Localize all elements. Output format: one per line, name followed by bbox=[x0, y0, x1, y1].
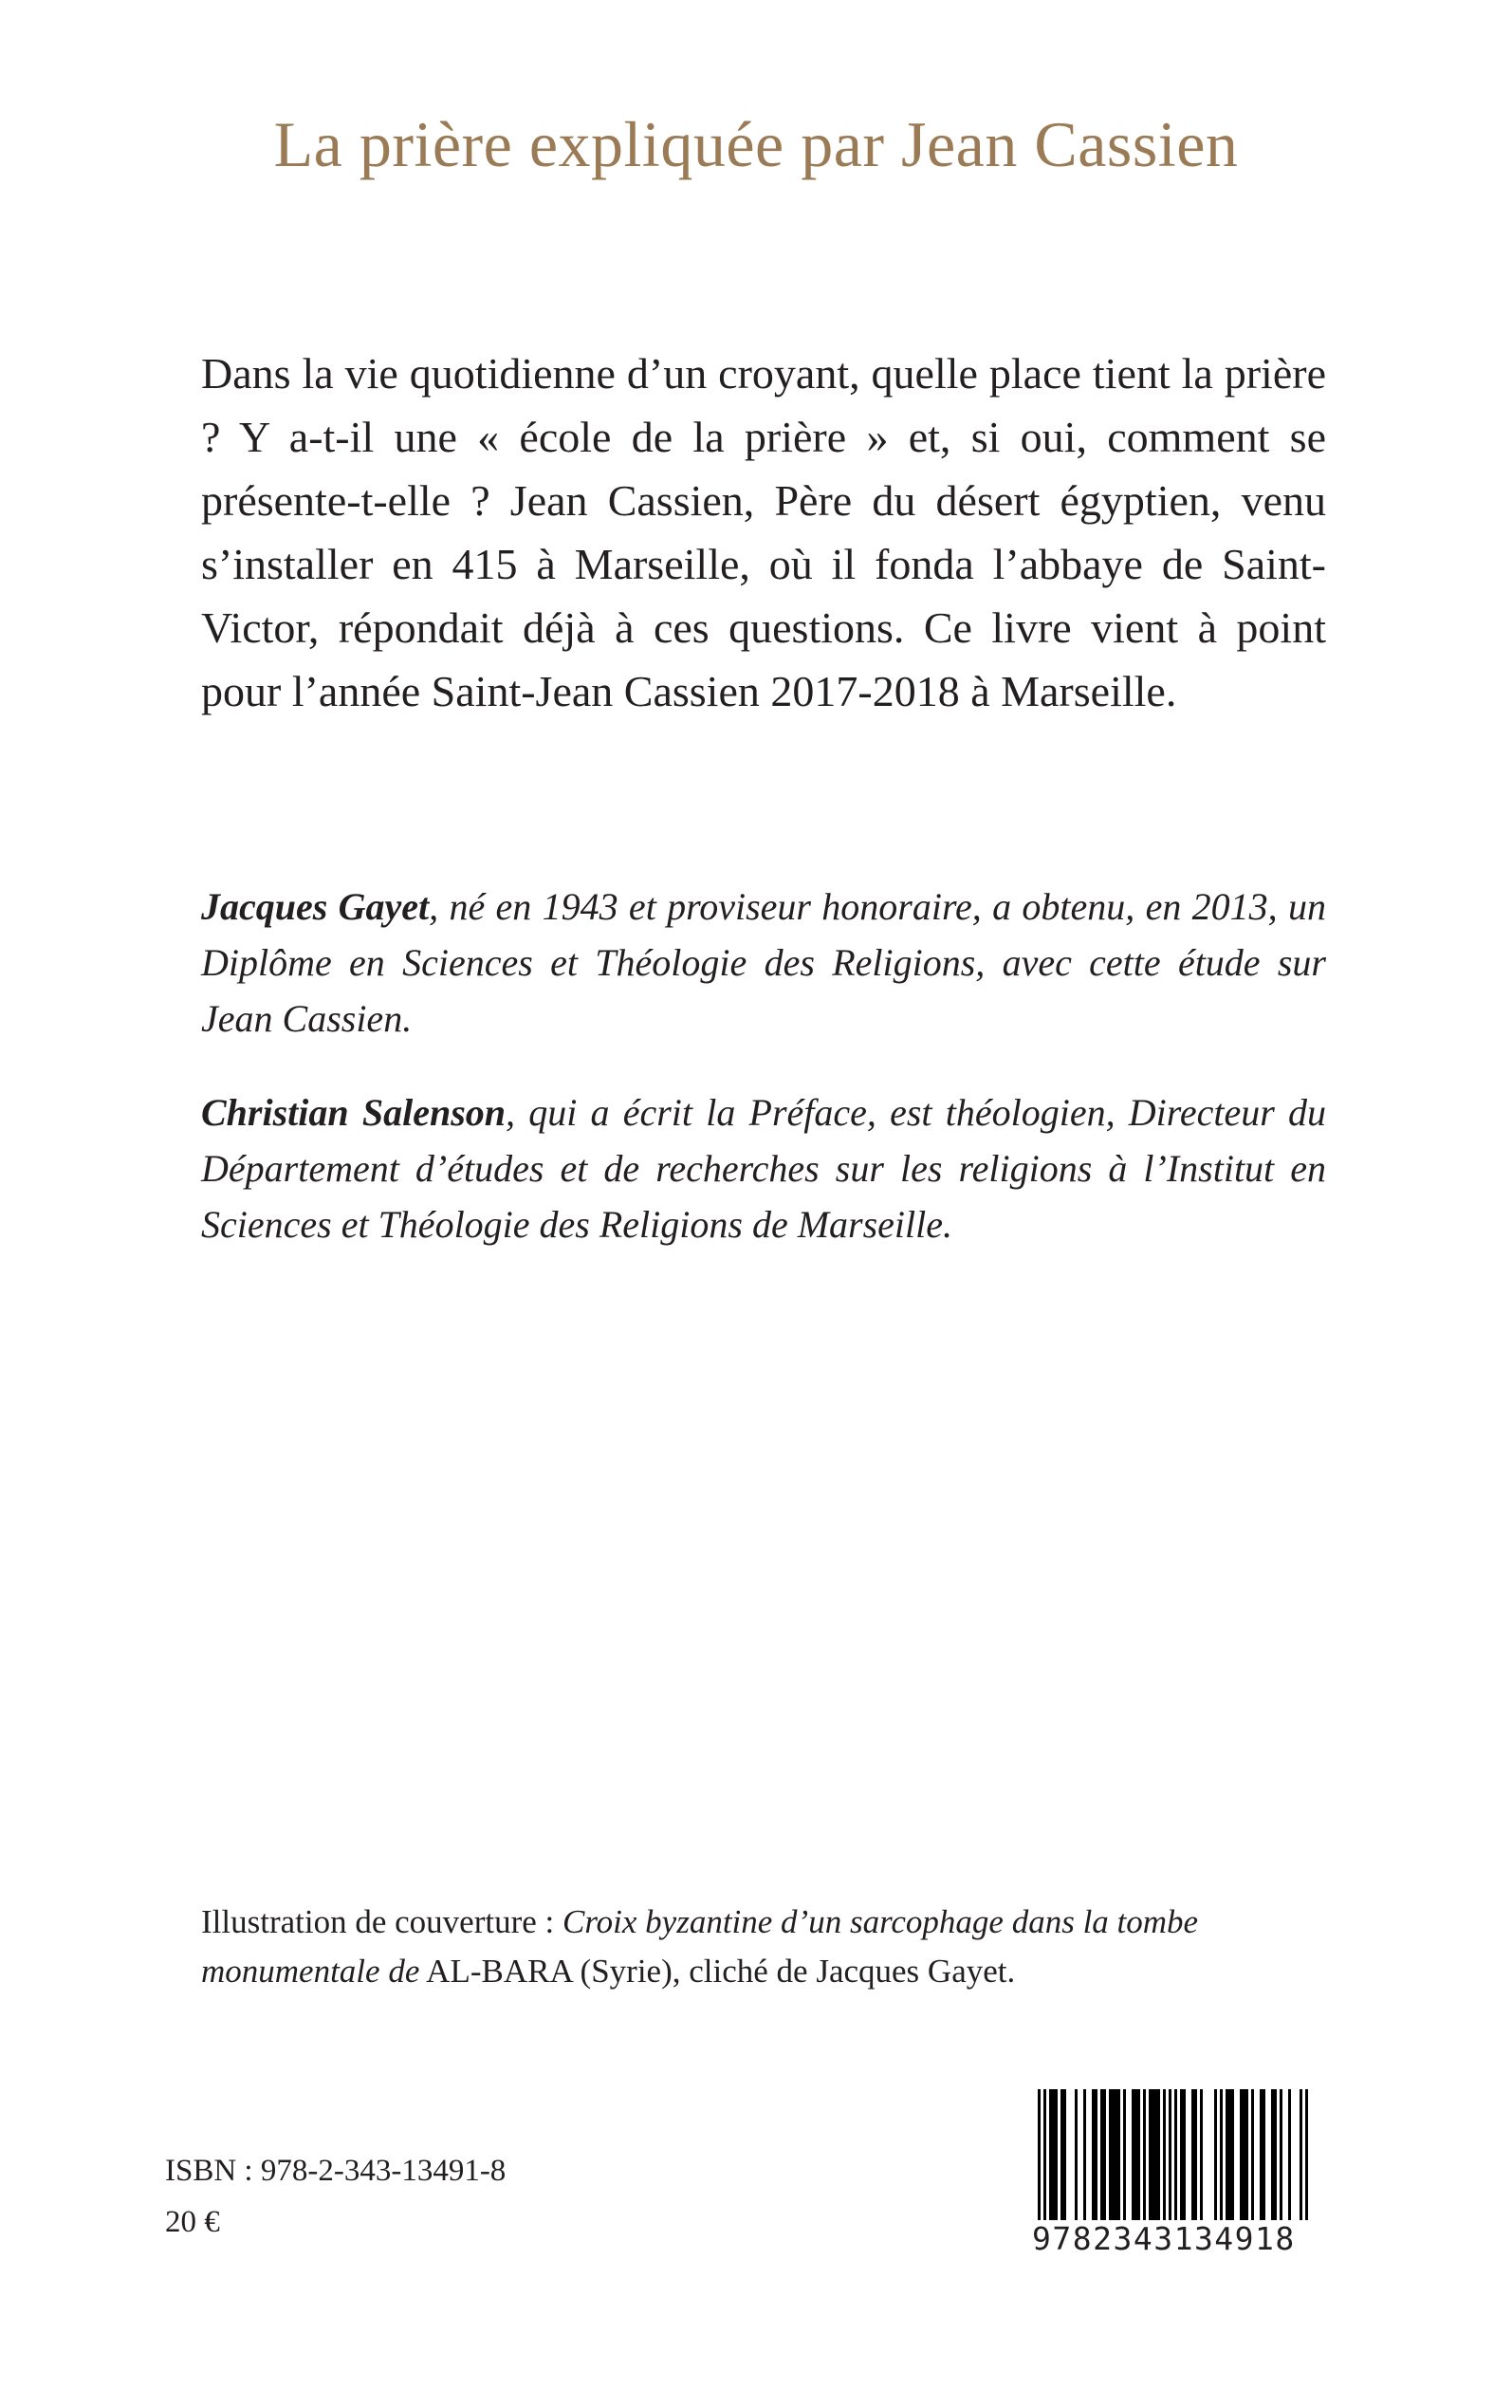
barcode-bar bbox=[1063, 2089, 1066, 2222]
book-title: La prière expliquée par Jean Cassien bbox=[273, 108, 1239, 180]
barcode-bar bbox=[1280, 2089, 1282, 2222]
barcode-bar bbox=[1115, 2089, 1117, 2222]
book-summary: Dans la vie quotidienne d’un croyant, quelle place tient la prière ? Y a-t-il une « école de la prière » et, si oui, comment se présente-t-elle ? Jean Cassien, Père du désert égyptien, venu s’installer en 415 à Marseille, où il fonda l’abbaye de Saint-Victor, répondait déjà à ces questions. Ce livre vient à point pour l’année Saint-Jean Cassien 2017-2018 à Marseille. bbox=[201, 349, 1326, 715]
barcode-bar bbox=[1123, 2089, 1126, 2222]
barcode-bar bbox=[1245, 2089, 1248, 2222]
barcode-bar bbox=[1055, 2089, 1058, 2222]
barcode-bar bbox=[1243, 2089, 1245, 2222]
barcode-bar bbox=[1154, 2089, 1157, 2222]
barcode-bar bbox=[1240, 2089, 1243, 2222]
barcode-bar bbox=[1231, 2089, 1234, 2222]
barcode-bar bbox=[1149, 2089, 1152, 2222]
price: 20 € bbox=[165, 2205, 220, 2239]
barcode-bar bbox=[1095, 2089, 1097, 2222]
barcode-bar bbox=[1052, 2089, 1055, 2222]
author-name: Jacques Gayet bbox=[201, 885, 430, 928]
barcode-digits: 9782343134918 bbox=[1032, 2220, 1317, 2256]
barcode-bar bbox=[1214, 2089, 1217, 2222]
barcode-bar bbox=[1220, 2089, 1223, 2222]
author-bio bbox=[201, 879, 1326, 1047]
barcode-bar bbox=[1109, 2089, 1112, 2222]
barcode-bar bbox=[1134, 2089, 1137, 2222]
barcode-bar bbox=[1152, 2089, 1154, 2222]
barcode-bar bbox=[1132, 2089, 1134, 2222]
barcode-bar bbox=[1049, 2089, 1052, 2222]
barcode-bar bbox=[1100, 2089, 1103, 2222]
barcode-bar bbox=[1200, 2089, 1203, 2222]
barcode-bar bbox=[1194, 2089, 1197, 2222]
barcode-bar bbox=[1157, 2089, 1160, 2222]
barcode-bar bbox=[1228, 2089, 1231, 2222]
preface-author-bio-text: , qui a écrit la Préface, est théologien, Directeur du Département d’études et de recherches sur les religions à l’Institut en Sciences et Théologie des Religions de Marseille. bbox=[201, 1091, 1326, 1246]
barcode-bar bbox=[1191, 2089, 1194, 2222]
barcode-bar bbox=[1112, 2089, 1115, 2222]
barcode-bar bbox=[1288, 2089, 1291, 2222]
isbn: ISBN : 978-2-343-13491-8 bbox=[165, 2154, 507, 2188]
credit-label: Illustration de couverture : bbox=[201, 1903, 562, 1940]
barcode-bar bbox=[1092, 2089, 1095, 2222]
barcode-bar bbox=[1226, 2089, 1228, 2222]
barcode-bar bbox=[1060, 2089, 1063, 2222]
barcode-bar bbox=[1103, 2089, 1106, 2222]
preface-author-bio bbox=[201, 1084, 1326, 1252]
barcode-bar bbox=[1075, 2089, 1078, 2222]
credit-place: AL-BARA (Syrie), cliché de Jacques Gayet. bbox=[419, 1953, 1016, 1990]
barcode-bar bbox=[1163, 2089, 1166, 2222]
barcode-bar bbox=[1117, 2089, 1120, 2222]
barcode-bar bbox=[1271, 2089, 1274, 2222]
preface-author-name: Christian Salenson bbox=[201, 1091, 507, 1134]
barcode-bar bbox=[1143, 2089, 1146, 2222]
author-bio-text: , né en 1943 et proviseur honoraire, a obtenu, en 2013, un Diplôme en Sciences et Théologie des Religions, avec cette étude sur Jean Cassien. bbox=[201, 885, 1326, 1040]
barcode-bar bbox=[1263, 2089, 1265, 2222]
barcode-bar bbox=[1251, 2089, 1254, 2222]
credit-work-title: Croix byzantine d’un sarcophage dans la tombe monumentale de bbox=[201, 1903, 1199, 1990]
barcode-bar bbox=[1180, 2089, 1183, 2222]
barcode-bar bbox=[1260, 2089, 1263, 2222]
barcode-bar bbox=[1274, 2089, 1277, 2222]
barcode-bar bbox=[1137, 2089, 1140, 2222]
cover-illustration-credit bbox=[201, 1898, 1326, 1996]
barcode-bar bbox=[1183, 2089, 1186, 2222]
barcode-bar bbox=[1083, 2089, 1086, 2222]
